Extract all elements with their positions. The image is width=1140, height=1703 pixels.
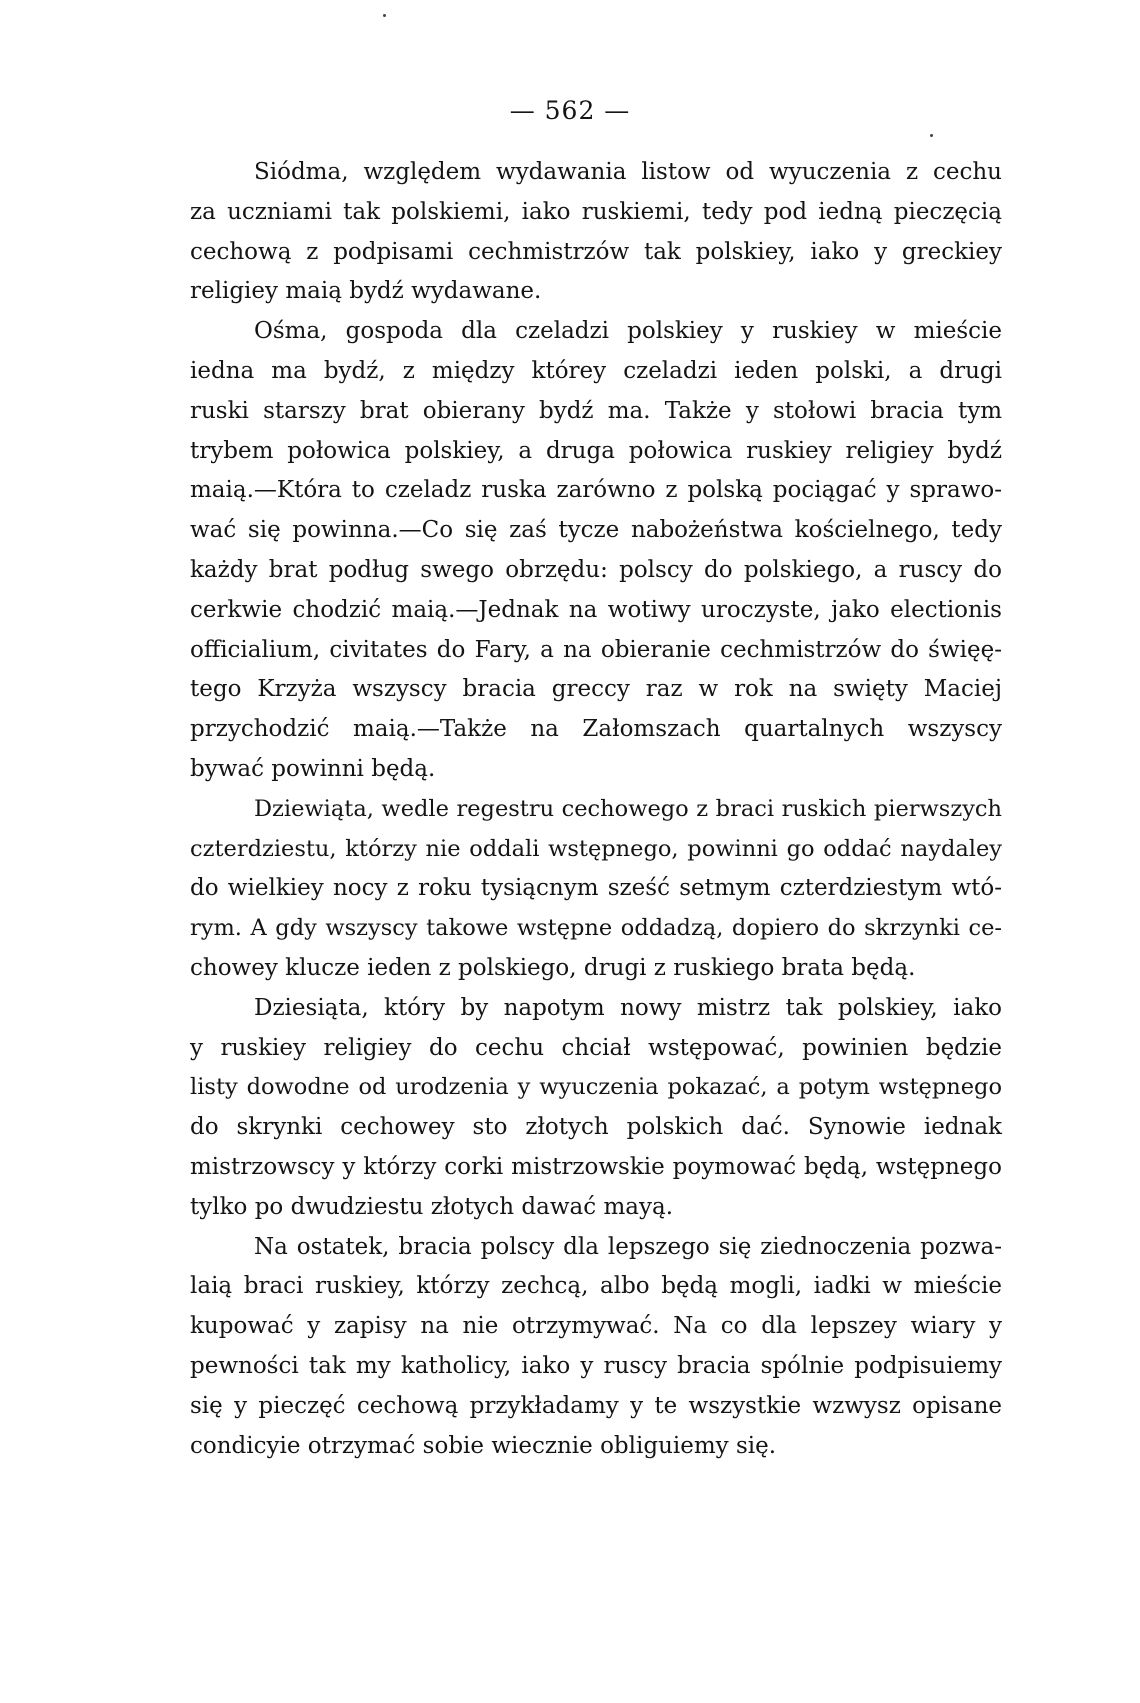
text-line: maią.—Która to czeladz ruska zarówno z polską pociągać y sprawo- [190,477,1002,504]
text-line: do skrynki cechowey sto złotych polskich dać. Synowie iednak [190,1114,1002,1141]
text-line: tylko po dwudziestu złotych dawać mayą. [190,1193,673,1220]
text-line: przychodzić maią.—Także na Załomszach quartalnych wszyscy [190,716,1002,743]
text-line: za uczniami tak polskiemi, iako ruskiemi, tedy pod iedną pieczęcią [190,198,1002,225]
text-line: condicyie otrzymać sobie wiecznie obliguiemy się. [190,1432,777,1459]
text-line: Na ostatek, bracia polscy dla lepszego się ziednoczenia pozwa- [254,1233,1002,1260]
paragraph [190,153,1002,312]
print-speck [383,14,386,17]
text-line: listy dowodne od urodzenia y wyuczenia pokazać, a potym wstępnego [190,1074,1002,1101]
text-line: officialium, civitates do Fary, a na obieranie cechmistrzów do święę- [190,636,1002,663]
text-line: tego Krzyża wszyscy bracia greccy raz w rok na swięty Maciej [190,676,1002,703]
text-line: cechową z podpisami cechmistrzów tak polskiey, iako y greckiey [190,238,1002,265]
text-line: wać się powinna.—Co się zaś tycze nabożeństwa kościelnego, tedy [190,517,1002,544]
text-line: rym. A gdy wszyscy takowe wstępne oddadzą, dopiero do skrzynki ce- [190,915,1002,942]
body-text [190,153,1002,1466]
text-line: mistrzowscy y którzy corki mistrzowskie poymować będą, wstępnego [190,1153,1002,1180]
text-line: Ośma, gospoda dla czeladzi polskiey y ruskiey w mieście [254,318,1002,345]
page-number: — 562 — [509,96,631,125]
text-line: Siódma, względem wydawania listow od wyuczenia z cechu [254,159,1002,185]
text-line: Dziewiąta, wedle regestru cechowego z braci ruskich pierwszych [254,795,1002,822]
text-line: religiey maią bydź wydawane. [190,278,542,305]
text-line: ruski starszy brat obierany bydź ma. Także y stołowi bracia tym [190,397,1002,424]
paragraph [190,989,1002,1228]
text-line: y ruskiey religiey do cechu chciał wstępować, powinien będzie [190,1034,1002,1061]
paragraph [190,790,1002,989]
print-speck [930,134,933,137]
paragraph [190,312,1002,790]
text-line: czterdziestu, którzy nie oddali wstępnego, powinni go oddać naydaley [190,835,1002,862]
text-line: każdy brat podług swego obrzędu: polscy do polskiego, a ruscy do [190,556,1002,583]
text-line: się y pieczęć cechową przykładamy y te wszystkie wzwysz opisane [190,1392,1002,1419]
text-line: cerkwie chodzić maią.—Jednak na wotiwy uroczyste, jako electionis [190,596,1002,623]
text-line: pewności tak my katholicy, iako y ruscy bracia spólnie podpisuiemy [190,1352,1002,1379]
text-line: laią braci ruskiey, którzy zechcą, albo będą mogli, iadki w mieście [190,1273,1002,1300]
text-line: chowey klucze ieden z polskiego, drugi z ruskiego brata będą. [190,954,916,981]
text-line: iedna ma bydź, z między którey czeladzi ieden polski, a drugi [190,357,1002,384]
paragraph [190,1228,1002,1467]
text-line: do wielkiey nocy z roku tysiącnym sześć setmym czterdziestym wtó- [190,875,1002,902]
text-line: Dziesiąta, który by napotym nowy mistrz tak polskiey, iako [254,994,1002,1021]
text-line: kupować y zapisy na nie otrzymywać. Na co dla lepszey wiary y [190,1313,1002,1340]
text-line: bywać powinni będą. [190,755,436,782]
text-line: trybem połowica polskiey, a druga połowica ruskiey religiey bydź [190,437,1002,464]
